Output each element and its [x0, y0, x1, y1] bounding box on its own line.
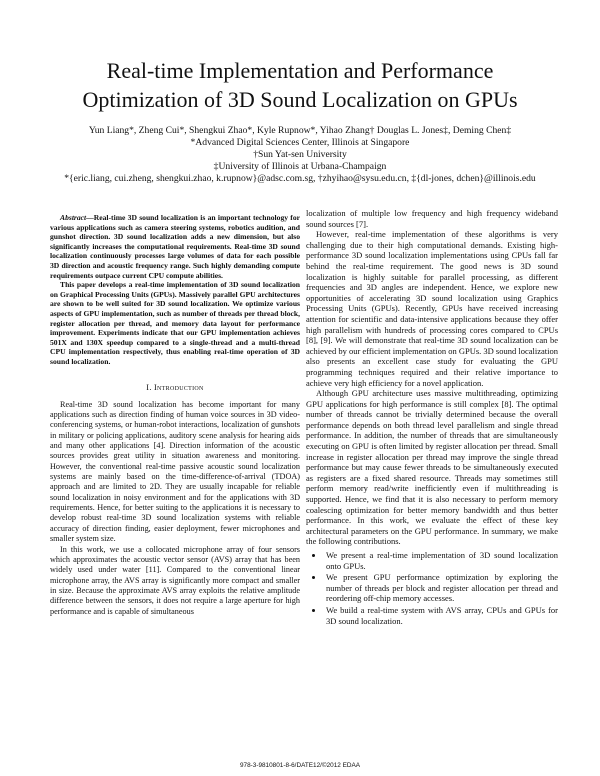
contribution-item-3: • We build a real-time system with AVS array, CPUs and GPUs for 3D sound localization.: [324, 605, 558, 626]
intro-paragraph-4: Although GPU architecture uses massive multithreading, optimizing GPU applications for high performance is still complex [8]. The optimal number of threads cannot be trivially determined because the overall performance depends on both thread level parallelism and single thread performance. In addition, the number of threads that are simultaneously executing on GPU is often limited by register allocation per thread. Small increase in register allocation per thread may improve the single thread performance but may cause fewer threads to be simultaneously executed as registers are a fixed shared resource. Threads may sometimes still perform memory read/write inefficiently even if multithreading is supported. Hence, we find that it is also necessary to perform memory coalescing optimization for better memory bandwidth and thus better performance. In this work, we evaluate the effect of these key architectural parameters on the GPU performance. In summary, we make the following contributions.: [306, 388, 558, 547]
abstract-lead: Abstract: [60, 213, 87, 222]
intro-paragraph-continued: localization of multiple low frequency and high frequency wideband sound sources [7].: [306, 208, 558, 229]
contribution-item-2: • We present GPU performance optimization by exploring the number of threads per block and register allocation per thread and reordering off-chip memory accesses.: [324, 572, 558, 604]
paper-title: [40, 56, 560, 114]
affiliation-2: †Sun Yat-sen University: [253, 149, 347, 160]
author-block: [20, 125, 580, 185]
title-line-1: Real-time Implementation and Performance: [106, 58, 494, 83]
author-names: Yun Liang*, Zheng Cui*, Shengkui Zhao*, Kyle Rupnow*, Yihao Zhang† Douglas L. Jones‡, Deming Chen‡: [88, 125, 512, 136]
abstract-paragraph-1: —Real-time 3D sound localization is an important technology for various applications such as camera steering systems, robotics audition, and gunshot direction. 3D sound localization adds a new dimension, but also significantly increases the computational requirements. Real-time 3D sound localization continuously processes large volumes of data for each possible 3D direction and acoustic frequency range. Such highly demanding compute requirements outpace current CPU compute abilities.: [50, 213, 300, 280]
left-column: [50, 213, 300, 617]
title-line-2: Optimization of 3D Sound Localization on GPUs: [82, 87, 518, 112]
copyright-footer: 978-3-9810801-8-6/DATE12/©2012 EDAA: [239, 762, 361, 769]
abstract: [50, 213, 300, 367]
affiliation-3: ‡University of Illinois at Urbana-Champaign: [213, 161, 387, 172]
intro-paragraph-3: However, real-time implementation of these algorithms is very challenging due to their high computational demands. Existing high-performance 3D sound localization implementations using CPUs fall far behind the real-time requirement. The good news is 3D sound localization is highly suitable for parallel processing, as different frequencies and 3D angles are independent. Hence, we explore new opportunities of accelerating 3D sound localization using Graphics Processing Units (GPUs). Recently, GPUs have received increasing attention for scientific and data-intensive applications because they offer high parallelism with hundreds of processing cores compared to CPUs [8], [9]. We will demonstrate that real-time 3D sound localization can be achieved by our efficient implementation on GPUs. 3D sound localization also presents an excellent case study for evaluating the GPU programming techniques required and their relative importance to achieve very high efficiency for a novel application.: [306, 229, 558, 388]
section-heading-introduction: I. Introduction: [146, 382, 204, 392]
intro-paragraph-1: Real-time 3D sound localization has become important for many applications such as direction finding of human voice sources in 3D video-conferencing systems, or human-robot interactions, localization of gunshots in military or policing applications, auditory scene analysis for hearing aids and many other applications [4]. Direction information of the acoustic sources provides great utility in situation awareness and monitoring. However, the conventional real-time passive acoustic sound localization systems are mainly based on the time-difference-of-arrival (TDOA) approach and are limited to 2D. They are usually incapable for reliable sound localization in noisy environment and for the applications with 3D requirements. Hence, for better suiting to the applications it is necessary to develop robust real-time 3D sound localization systems with reliable accuracy of direction finding, easier deployment, fewer microphones and smaller system size.: [50, 399, 300, 544]
right-column: [306, 208, 558, 627]
author-emails: *{eric.liang, cui.zheng, shengkui.zhao, k.rupnow}@adsc.com.sg, †zhyihao@sysu.edu.cn, ‡{dl-jones, dchen}@illinois.edu: [64, 173, 536, 184]
contribution-item-1: • We present a real-time implementation of 3D sound localization onto GPUs.: [324, 550, 558, 571]
contributions-list: [306, 550, 558, 626]
abstract-paragraph-2: This paper develops a real-time implementation of 3D sound localization on Graphical Processing Units (GPUs). Massively parallel GPU architectures are shown to be well suited for 3D sound localization. We optimize various aspects of GPU implementation, such as number of threads per thread block, register allocation per thread, and memory data layout for performance improvement. Experiments indicate that our GPU implementation achieves 501X and 130X speedup compared to a single-thread and a multi-thread CPU implementation respectively, thus enabling real-time operation of 3D sound localization.: [50, 280, 300, 366]
intro-left-body: [50, 400, 300, 617]
affiliation-1: *Advanced Digital Sciences Center, Illinois at Singapore: [190, 137, 410, 148]
intro-paragraph-2: In this work, we use a collocated microphone array of four sensors which approximates the acoustic vector sensor (AVS) array that has been widely used under water [11]. Compared to the conventional linear microphone array, the AVS array is significantly more compact and smaller in size. Because the approximate AVS array exploits the relative amplitude difference between the sensors, it does not require a large aperture for high performance and is capable of simultaneous: [50, 544, 300, 616]
